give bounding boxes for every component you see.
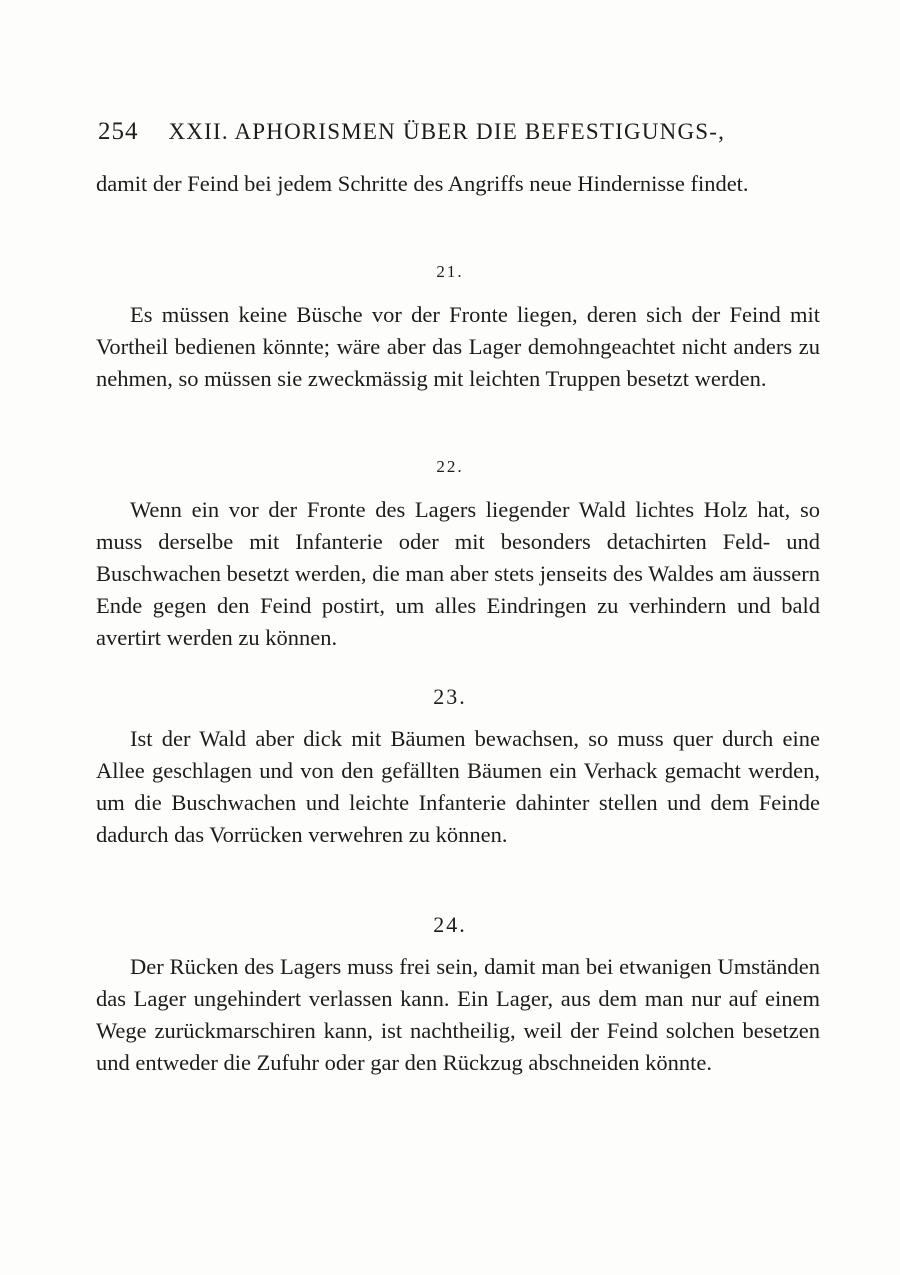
section-22-text: Wenn ein vor der Fronte des Lagers liegender Wald lichtes Holz hat, so muss derselbe mit Infanterie oder mit besonders detachirten Feld- und Buschwachen besetzt werden, die man aber stets jenseits des Waldes am äussern Ende gegen den Feind postirt, um alles Eindringen zu verhindern und bald avertirt werden zu können. [96, 497, 820, 650]
section-number-24: 24. [433, 912, 467, 937]
section-number-22: 22. [436, 457, 464, 476]
section-number-23: 23. [433, 684, 467, 709]
section-21-paragraph [96, 299, 820, 395]
section-24-text: Der Rücken des Lagers muss frei sein, damit man bei etwanigen Umständen das Lager ungehindert verlassen kann. Ein Lager, aus dem man nur auf einem Wege zurückmarschiren kann, ist nachtheilig, weil der Feind solchen besetzen und entweder die Zufuhr oder gar den Rückzug abschneiden könnte. [96, 954, 820, 1075]
section-24-paragraph [96, 951, 820, 1079]
page-header [98, 118, 818, 158]
section-number-21: 21. [436, 262, 464, 281]
page-number: 254 [98, 118, 139, 145]
section-22-paragraph [96, 494, 820, 654]
section-21-text: Es müssen keine Büsche vor der Fronte liegen, deren sich der Feind mit Vortheil bedienen könnte; wäre aber das Lager demohngeachtet nicht anders zu nehmen, so müssen sie zweckmässig mit leichten Truppen besetzt werden. [96, 302, 820, 391]
continuation-text: damit der Feind bei jedem Schritte des Angriffs neue Hindernisse findet. [96, 171, 749, 196]
running-title: XXII. APHORISMEN ÜBER DIE BEFESTIGUNGS-, [168, 119, 726, 144]
section-23-paragraph [96, 723, 820, 851]
continuation-paragraph [96, 168, 820, 200]
section-23-text: Ist der Wald aber dick mit Bäumen bewachsen, so muss quer durch eine Allee geschlagen und von den gefällten Bäumen ein Verhack gemacht werden, um die Buschwachen und leichte Infanterie dahinter stellen und dem Feinde dadurch das Vorrücken verwehren zu können. [96, 726, 820, 847]
